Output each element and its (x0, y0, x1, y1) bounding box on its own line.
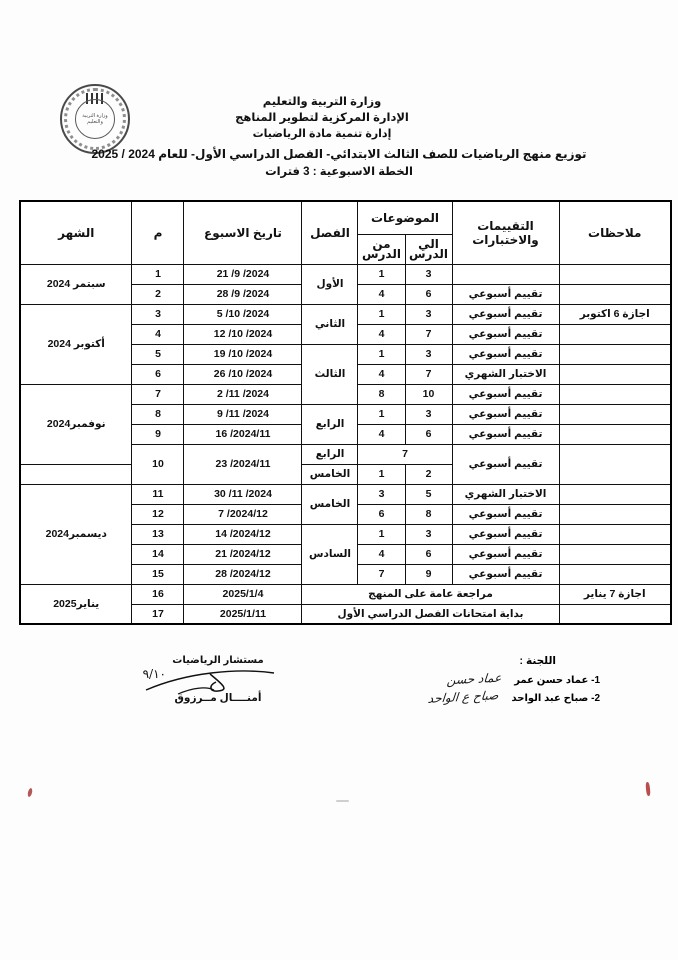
cell-notes (559, 544, 671, 564)
cell-span-text: مراجعة عامة على المنهج (302, 584, 559, 604)
cell-merged-lesson: 7 (358, 444, 452, 464)
cell-date: 2024/ 11/ 2 (184, 384, 302, 404)
cell-from: 1 (358, 304, 405, 324)
cell-date: 2024/11/ 16 (184, 424, 302, 444)
advisor-signature-block (118, 655, 318, 704)
cell-serial: 13 (132, 524, 184, 544)
cell-serial: 8 (132, 404, 184, 424)
cell-notes (559, 264, 671, 284)
signature-stroke-icon (118, 664, 318, 698)
cell-notes: اجازة 6 اكتوبر (559, 304, 671, 324)
cell-serial: 6 (132, 364, 184, 384)
cell-to: 10 (405, 384, 452, 404)
cell-to: 8 (405, 504, 452, 524)
cell-notes (559, 604, 671, 624)
header-week-date: تاريخ الاسبوع (184, 201, 302, 264)
curriculum-plan-title: توزيع منهج الرياضيات للصف الثالث الابتدائي- الفصل الدراسي الأول- للعام 2024 / 2025 (91, 147, 587, 161)
header-from-lesson: من الدرس (358, 234, 405, 264)
cell-to: 7 (405, 324, 452, 344)
cell-from: 1 (358, 524, 405, 544)
table-row (20, 584, 671, 604)
cell-eval: تقييم أسبوعي (452, 324, 559, 344)
cell-date: 2024/ 10/ 5 (184, 304, 302, 324)
committee-member-signature: عماد حسن (446, 670, 503, 688)
header-to-lesson: الي الدرس (405, 234, 452, 264)
cell-eval: تقييم أسبوعي (452, 524, 559, 544)
cell-to: 6 (405, 544, 452, 564)
table-body (20, 264, 671, 624)
cell-eval: الاختبار الشهري (452, 364, 559, 384)
cell-chapter: الثاني (302, 304, 358, 344)
cell-eval: تقييم أسبوعي (452, 544, 559, 564)
cell-date: 2024/11/ 23 (184, 444, 302, 484)
cell-from: 1 (358, 404, 405, 424)
cell-from: 8 (358, 384, 405, 404)
table-row (20, 304, 671, 324)
curriculum-schedule-table (19, 200, 672, 625)
committee-member-name: صباح عبد الواحد (511, 693, 589, 704)
cell-date: 2024/12/ 28 (184, 564, 302, 584)
cell-notes (559, 524, 671, 544)
schedule-table-wrapper (45, 200, 672, 625)
cell-date: 2025/1/11 (184, 604, 302, 624)
cell-serial: 16 (132, 584, 184, 604)
cell-serial: 14 (132, 544, 184, 564)
cell-serial: 9 (132, 424, 184, 444)
document-header (0, 94, 678, 181)
cell-to: 2 (405, 464, 452, 484)
cell-date: 2024/ 10/ 19 (184, 344, 302, 364)
cell-serial: 11 (132, 484, 184, 504)
cell-from: 4 (358, 544, 405, 564)
cell-date: 2024/ 11/ 9 (184, 404, 302, 424)
cell-chapter: الرابع (302, 444, 358, 464)
cell-date: 2024/ 10/ 12 (184, 324, 302, 344)
cell-chapter: الثالث (302, 344, 358, 404)
cell-month: يناير2025 (20, 584, 132, 624)
cell-eval: تقييم أسبوعي (452, 304, 559, 324)
ministry-title: وزارة التربية والتعليم (262, 96, 382, 108)
committee-member-index: 1- (591, 675, 600, 686)
cell-date: 2024/ 10/ 26 (184, 364, 302, 384)
cell-eval: تقييم أسبوعي (452, 344, 559, 364)
cell-to: 3 (405, 524, 452, 544)
cell-to: 3 (405, 304, 452, 324)
cell-serial: 1 (132, 264, 184, 284)
advisor-handwritten-signature (118, 664, 318, 698)
table-header-row-1 (20, 201, 671, 234)
advisor-title: مستشار الرياضيات (172, 655, 264, 666)
cell-notes (559, 444, 671, 484)
cell-eval: تقييم أسبوعي (452, 404, 559, 424)
committee-member-row (318, 689, 618, 707)
table-row (20, 264, 671, 284)
cell-notes (559, 484, 671, 504)
cell-to: 3 (405, 264, 452, 284)
header-notes: ملاحظات (559, 201, 671, 264)
cell-serial: 17 (132, 604, 184, 624)
cell-eval: تقييم أسبوعي (452, 284, 559, 304)
cell-notes (559, 564, 671, 584)
table-row (20, 484, 671, 504)
cell-date: 2024/12/ 21 (184, 544, 302, 564)
cell-eval: تقييم أسبوعي (452, 444, 559, 484)
department-title: الإدارة المركزية لتطوير المناهج (235, 112, 409, 124)
cell-to: 5 (405, 484, 452, 504)
cell-to: 3 (405, 344, 452, 364)
cell-date: 2024/ 9/ 21 (184, 264, 302, 284)
cell-from: 7 (358, 564, 405, 584)
cell-from: 4 (358, 284, 405, 304)
subject-department: إدارة تنمية مادة الرياضيات (252, 128, 392, 140)
cell-notes (559, 364, 671, 384)
cell-from: 1 (358, 464, 405, 484)
cell-notes (559, 504, 671, 524)
cell-month: ديسمبر2024 (20, 484, 132, 584)
cell-from: 1 (358, 264, 405, 284)
cell-date: 2024/ 9/ 28 (184, 284, 302, 304)
cell-eval: تقييم أسبوعي (452, 504, 559, 524)
header-serial: م (132, 201, 184, 264)
cell-eval (452, 264, 559, 284)
cell-eval: تقييم أسبوعي (452, 384, 559, 404)
cell-serial: 10 (132, 444, 184, 484)
cell-notes (559, 404, 671, 424)
cell-chapter: الخامس (302, 464, 358, 484)
cell-notes: اجازة 7 يناير (559, 584, 671, 604)
committee-title: اللجنة : (519, 655, 556, 667)
cell-eval: تقييم أسبوعي (452, 564, 559, 584)
svg-text:٩/١٠: ٩/١٠ (142, 667, 166, 681)
cell-month: نوفمبر2024 (20, 384, 132, 464)
advisor-name: أمنــــال مــرزوق (174, 692, 262, 704)
header-evaluations: التقييمات والاختبارات (452, 201, 559, 264)
cell-span-text: بداية امتحانات الفصل الدراسي الأول (302, 604, 559, 624)
cell-month: سبتمر 2024 (20, 264, 132, 304)
cell-to: 6 (405, 424, 452, 444)
cell-date: 2024/12/ 14 (184, 524, 302, 544)
committee-member-signature: صباح ع الواحد (427, 688, 500, 706)
cell-serial: 2 (132, 284, 184, 304)
cell-date: 2024/12/ 7 (184, 504, 302, 524)
cell-serial: 5 (132, 344, 184, 364)
cell-date: 2025/1/4 (184, 584, 302, 604)
seal-inner-text: وزارة التربية والتعليم (82, 113, 108, 125)
cell-notes (559, 284, 671, 304)
weekly-plan-subtitle: الخطة الاسبوعية : 3 فترات (265, 166, 413, 178)
cell-notes (559, 384, 671, 404)
cell-from: 6 (358, 504, 405, 524)
cell-notes (559, 424, 671, 444)
cell-month: أكتوبر 2024 (20, 304, 132, 384)
committee-member-row (318, 671, 618, 689)
header-topics-group: الموضوعات (358, 201, 452, 234)
header-chapter: الفصل (302, 201, 358, 264)
cell-from: 4 (358, 324, 405, 344)
table-header (20, 201, 671, 264)
cell-eval: الاختبار الشهري (452, 484, 559, 504)
cell-from: 3 (358, 484, 405, 504)
cell-to: 6 (405, 284, 452, 304)
cell-chapter: الرابع (302, 404, 358, 444)
cell-serial: 7 (132, 384, 184, 404)
cell-serial: 12 (132, 504, 184, 524)
cell-chapter: السادس (302, 524, 358, 584)
cell-from: 4 (358, 424, 405, 444)
cell-serial: 4 (132, 324, 184, 344)
cell-eval: تقييم أسبوعي (452, 424, 559, 444)
header-month: الشهر (20, 201, 132, 264)
cell-date: 2024/ 11/ 30 (184, 484, 302, 504)
cell-from: 4 (358, 364, 405, 384)
cell-to: 9 (405, 564, 452, 584)
cell-to: 7 (405, 364, 452, 384)
scan-artifact-right (645, 782, 650, 796)
cell-chapter: الخامس (302, 484, 358, 524)
cell-serial: 3 (132, 304, 184, 324)
committee-member-index: 2- (591, 693, 600, 704)
cell-notes (559, 344, 671, 364)
cell-serial: 15 (132, 564, 184, 584)
cell-notes (559, 324, 671, 344)
scan-artifact-center (336, 800, 349, 802)
scan-artifact-left (27, 788, 33, 798)
cell-chapter: الأول (302, 264, 358, 304)
committee-member-name: عماد حسن عمر (514, 675, 589, 686)
cell-from: 1 (358, 344, 405, 364)
cell-to: 3 (405, 404, 452, 424)
committee-block (318, 655, 618, 707)
